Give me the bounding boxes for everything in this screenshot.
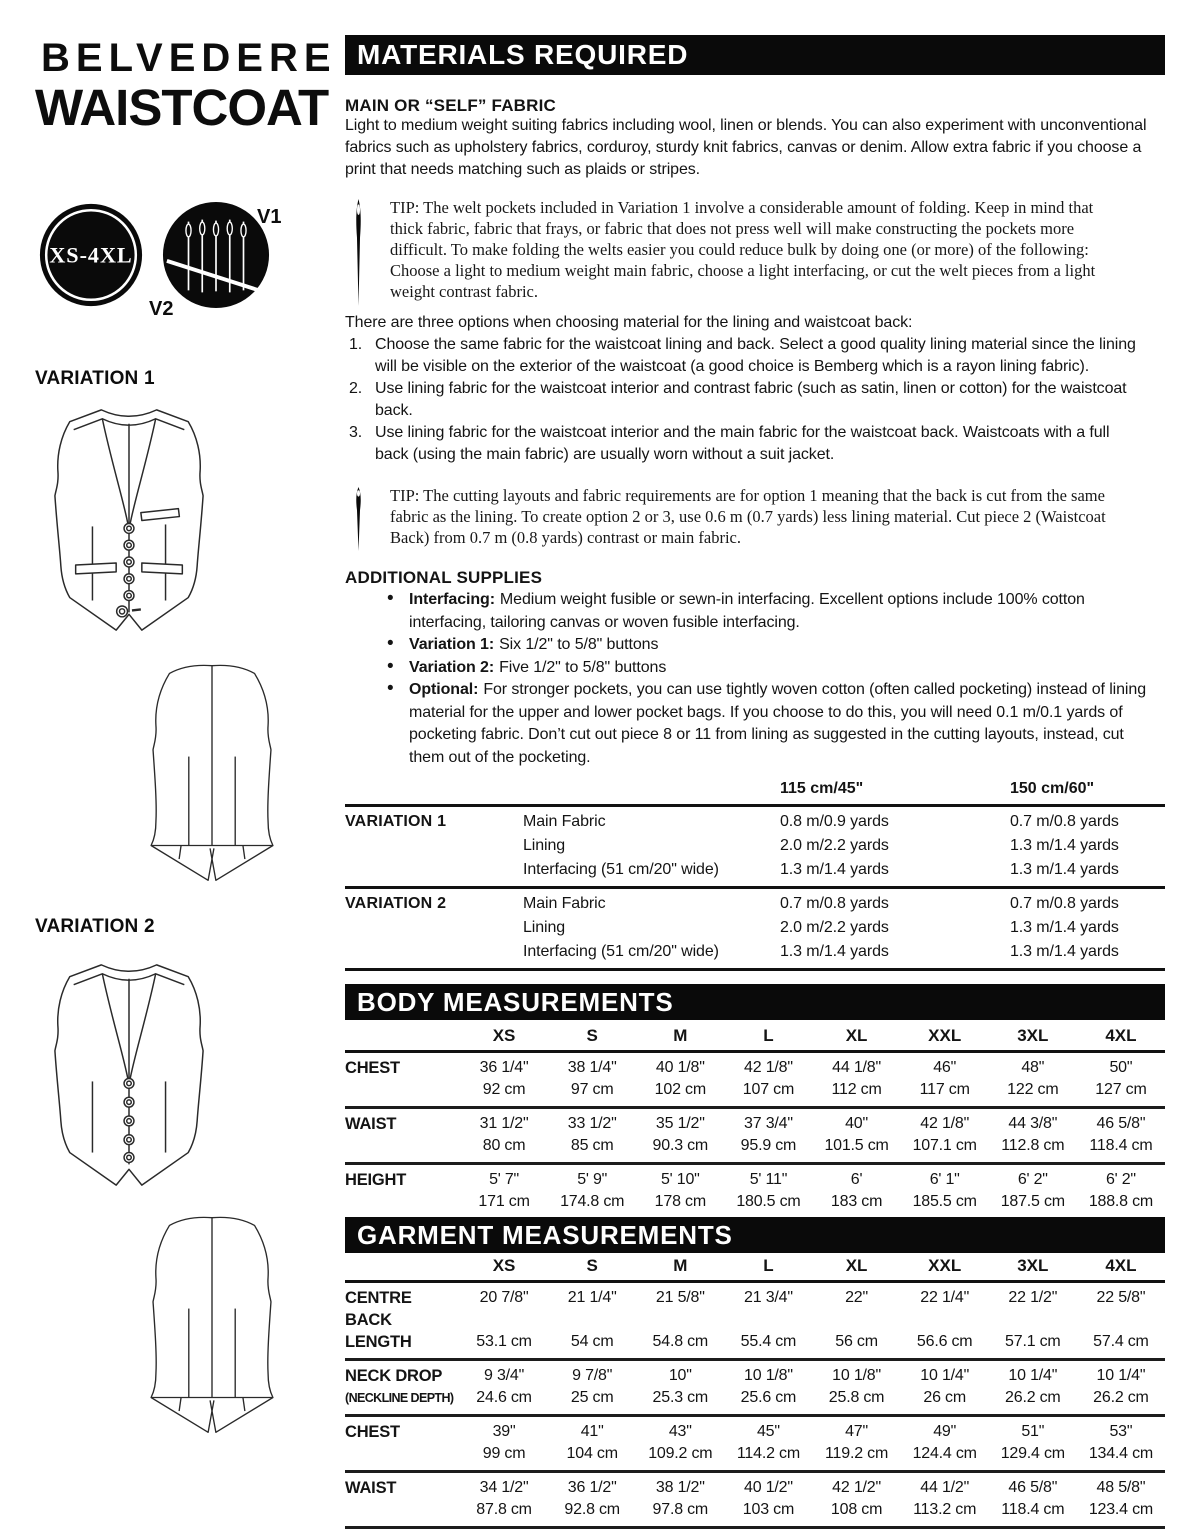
cell-cm: 118.4 cm <box>1089 1137 1153 1154</box>
cell-in: 31 1/2" <box>479 1115 529 1132</box>
width-header-150: 150 cm/60" <box>1010 780 1095 797</box>
item-name: Lining <box>523 837 566 854</box>
cell-cm: 112 cm <box>831 1081 882 1098</box>
cell-in: 46" <box>933 1059 957 1076</box>
width-header-115: 115 cm/45" <box>780 780 864 797</box>
cell-cm: 102 cm <box>654 1081 706 1098</box>
cell-cm: 92.8 cm <box>564 1501 620 1518</box>
main-fabric-text: Light to medium weight suiting fabrics including wool, linen or blends. You can also experiment with unconventional fabrics such as upholstery fabrics, corduroy, sturdy knit fabrics, canvas or denim. Allow extra fabric if you choose a print that needs matching such as plaids or stripes. <box>345 117 1147 178</box>
cell-in: 36 1/4" <box>479 1059 529 1076</box>
size-col: L <box>763 1026 774 1045</box>
cell-in: 42 1/8" <box>920 1115 970 1132</box>
supply-text: For stronger pockets, you can use tightly woven cotton (often called pocketing) instead of lining material for the upper and lower pocket bags. If you choose to do this, you will need 0.1 m/0.1 yards of pocketing fabric. Don’t cut out piece 8 or 11 from lining as suggested in the cutting layouts, instead, cut them out of the pocketing. <box>409 681 1146 766</box>
cell-cm: 127 cm <box>1095 1081 1147 1098</box>
item-150: 1.3 m/1.4 yards <box>1010 837 1119 854</box>
cell-in: 44 1/2" <box>920 1479 970 1496</box>
item-115: 0.7 m/0.8 yards <box>780 895 889 912</box>
cell-cm: 119.2 cm <box>825 1445 889 1462</box>
item-115: 2.0 m/2.2 yards <box>780 837 889 854</box>
variation-label: VARIATION 1 <box>345 813 447 830</box>
cell-cm: 25.8 cm <box>828 1389 885 1406</box>
cell-in: 47" <box>845 1423 868 1440</box>
cell-cm: 90.3 cm <box>652 1137 709 1154</box>
list-item <box>345 378 1145 422</box>
size-range-badge <box>38 202 144 308</box>
size-col: S <box>586 1026 598 1045</box>
lining-options-list <box>345 334 1145 466</box>
cell-in: 43" <box>668 1423 692 1440</box>
cell-in: 21 3/4" <box>744 1289 793 1306</box>
size-col: 4XL <box>1105 1026 1137 1045</box>
cell-in: 40" <box>845 1115 868 1132</box>
cell-in: 42 1/8" <box>744 1059 793 1076</box>
item-115: 1.3 m/1.4 yards <box>780 943 889 960</box>
item-name: Interfacing (51 cm/20" wide) <box>523 943 719 960</box>
size-col: XL <box>845 1256 868 1275</box>
item-name: Interfacing (51 cm/20" wide) <box>523 861 719 878</box>
page-title-line2: WAISTCOAT <box>35 79 329 136</box>
needles-badge <box>161 200 271 310</box>
row-sublabel <box>345 1443 460 1465</box>
size-col: M <box>673 1026 688 1045</box>
cell-in: 40 1/2" <box>744 1479 793 1496</box>
cell-in: 10 1/4" <box>1008 1367 1058 1384</box>
cell-in: 44 3/8" <box>1008 1115 1058 1132</box>
cell-in: 6' 1" <box>929 1171 960 1188</box>
variation2-group <box>345 886 1165 968</box>
table-row-centre-back-length <box>345 1283 1165 1361</box>
row-label: HEIGHT <box>345 1171 407 1189</box>
cell-cm: 92 cm <box>482 1081 526 1098</box>
list-number: 2. <box>349 380 363 397</box>
list-item <box>387 589 1155 634</box>
cell-in: 49" <box>933 1423 957 1440</box>
cell-in: 22 1/2" <box>1008 1289 1058 1306</box>
row-sublabel <box>345 1191 460 1213</box>
v2-badge-label: V2 <box>149 298 174 320</box>
cell-cm: 56.6 cm <box>916 1333 973 1350</box>
cell-cm: 174.8 cm <box>560 1193 625 1210</box>
table-row <box>345 916 1165 940</box>
table-row <box>345 892 1165 916</box>
cell-cm: 95.9 cm <box>740 1137 797 1154</box>
cell-cm: 24.6 cm <box>476 1389 532 1406</box>
body-measurements-table <box>345 1026 1165 1221</box>
table-row <box>345 834 1165 858</box>
cell-in: 21 5/8" <box>655 1289 705 1306</box>
section-header-garment-measurements: GARMENT MEASUREMENTS <box>345 1217 1165 1253</box>
cell-cm: 107.1 cm <box>912 1137 977 1154</box>
supply-text: Five 1/2" to 5/8" buttons <box>499 658 667 676</box>
table-row-chest <box>345 1417 1165 1473</box>
cell-cm: 26 cm <box>923 1389 966 1406</box>
cell-in: 39" <box>492 1423 516 1440</box>
page-title-line1: BELVEDERE <box>41 36 337 80</box>
cell-in: 53" <box>1109 1423 1133 1440</box>
cell-in: 20 7/8" <box>479 1289 529 1306</box>
cell-cm: 108 cm <box>830 1501 883 1518</box>
item-150: 1.3 m/1.4 yards <box>1010 943 1119 960</box>
cell-in: 38 1/2" <box>655 1479 705 1496</box>
cell-in: 44 1/8" <box>832 1059 881 1076</box>
item-name: Main Fabric <box>523 895 606 912</box>
size-header-row <box>345 1256 1165 1283</box>
row-sublabel: LENGTH <box>345 1333 412 1351</box>
cell-in: 34 1/2" <box>479 1479 529 1496</box>
cell-in: 38 1/4" <box>567 1059 617 1076</box>
cell-cm: 113.2 cm <box>913 1501 977 1518</box>
table-row <box>345 810 1165 834</box>
size-col: 3XL <box>1017 1256 1049 1275</box>
cell-in: 21 1/4" <box>567 1289 617 1306</box>
cell-cm: 118.4 cm <box>1001 1501 1065 1518</box>
needle-icon <box>352 199 365 306</box>
variation-1-heading: VARIATION 1 <box>35 368 155 389</box>
cell-cm: 26.2 cm <box>1005 1389 1061 1406</box>
cell-cm: 56 cm <box>835 1333 878 1350</box>
cell-cm: 25.3 cm <box>652 1389 709 1406</box>
cell-in: 5' 7" <box>489 1171 520 1188</box>
variation2-back-illustration <box>125 1208 299 1442</box>
table-row-height <box>345 1165 1165 1221</box>
size-col: S <box>586 1256 598 1275</box>
cell-cm: 112.8 cm <box>1001 1137 1065 1154</box>
table-row <box>345 940 1165 964</box>
item-150: 1.3 m/1.4 yards <box>1010 919 1119 936</box>
row-label: CHEST <box>345 1423 400 1441</box>
cell-in: 10 1/8" <box>744 1367 793 1384</box>
cell-cm: 180.5 cm <box>736 1193 801 1210</box>
cell-in: 48 5/8" <box>1096 1479 1146 1496</box>
list-item <box>387 679 1155 769</box>
cell-in: 50" <box>1109 1059 1133 1076</box>
section-header-materials: MATERIALS REQUIRED <box>345 35 1165 75</box>
list-item <box>345 422 1145 466</box>
cell-in: 48" <box>1021 1059 1045 1076</box>
table-row <box>345 858 1165 882</box>
v1-badge-label: V1 <box>257 206 282 228</box>
size-col: L <box>763 1256 774 1275</box>
variation2-front-illustration <box>40 955 218 1197</box>
cell-cm: 185.5 cm <box>912 1193 977 1210</box>
table-row-neck-drop <box>345 1361 1165 1417</box>
cell-cm: 57.1 cm <box>1005 1333 1061 1350</box>
list-text: Use lining fabric for the waistcoat interior and contrast fabric (such as satin, linen or cotton) for the waistcoat back. <box>375 380 1127 419</box>
cell-in: 37 3/4" <box>744 1115 793 1132</box>
cell-in: 5' 9" <box>577 1171 608 1188</box>
size-col: XXL <box>928 1026 962 1045</box>
cell-cm: 109.2 cm <box>648 1445 713 1462</box>
item-name: Main Fabric <box>523 813 606 830</box>
size-col: XL <box>845 1026 868 1045</box>
supply-text: Six 1/2" to 5/8" buttons <box>499 636 659 653</box>
size-col: XS <box>492 1256 516 1275</box>
cell-cm: 171 cm <box>478 1193 530 1210</box>
cell-in: 5' 11" <box>749 1171 788 1188</box>
lining-options-intro: There are three options when choosing material for the lining and waistcoat back: <box>345 314 913 331</box>
left-column <box>35 30 335 1480</box>
additional-supplies-list <box>387 589 1155 769</box>
tip-welt-pockets <box>345 197 1120 306</box>
tip-cutting-layouts-text: TIP: The cutting layouts and fabric requirements are for option 1 meaning that the back is cut from the same fabric as the lining. To create option 2 or 3, use 0.6 m (0.7 yards) less lining material. Cut piece 2 (Waistcoat Back) from 0.7 m (0.8 yards) contrast or main fabric. <box>390 486 1106 547</box>
main-fabric-heading: MAIN OR “SELF” FABRIC <box>345 96 557 115</box>
row-sublabel <box>345 1499 460 1521</box>
cell-cm: 124.4 cm <box>912 1445 977 1462</box>
row-sublabel: (NECKLINE DEPTH) <box>345 1391 454 1405</box>
cell-cm: 129.4 cm <box>1000 1445 1065 1462</box>
cell-cm: 114.2 cm <box>736 1445 800 1462</box>
section-header-body-measurements: BODY MEASUREMENTS <box>345 984 1165 1020</box>
cell-in: 9 7/8" <box>572 1367 613 1384</box>
cell-in: 9 3/4" <box>484 1367 525 1384</box>
cell-in: 35 1/2" <box>655 1115 705 1132</box>
item-115: 0.8 m/0.9 yards <box>780 813 889 830</box>
cell-in: 41" <box>580 1423 604 1440</box>
cell-in: 5' 10" <box>660 1171 700 1188</box>
row-label: WAIST <box>345 1115 397 1133</box>
cell-cm: 87.8 cm <box>476 1501 532 1518</box>
size-col: M <box>673 1256 688 1275</box>
supply-label: Variation 2: <box>409 658 495 676</box>
list-item <box>345 334 1145 378</box>
supply-label: Optional: <box>409 681 479 698</box>
row-sublabel <box>345 1079 460 1101</box>
list-number: 1. <box>349 336 363 353</box>
table-row-waist <box>345 1109 1165 1165</box>
cell-in: 10" <box>668 1367 692 1384</box>
size-header-row <box>345 1026 1165 1053</box>
variation1-front-illustration <box>40 400 218 642</box>
cell-in: 6' 2" <box>1105 1171 1136 1188</box>
cell-cm: 26.2 cm <box>1093 1389 1149 1406</box>
table-row-chest <box>345 1053 1165 1109</box>
cell-cm: 107 cm <box>742 1081 795 1098</box>
size-col: 4XL <box>1105 1256 1137 1275</box>
cell-cm: 103 cm <box>742 1501 795 1518</box>
list-text: Choose the same fabric for the waistcoat lining and back. Select a good quality lining material since the lining will be visible on the exterior of the waistcoat (a good choice is Bemberg which is a rayon lining fabric). <box>375 336 1136 375</box>
fabric-requirements-table <box>345 777 1165 971</box>
item-150: 1.3 m/1.4 yards <box>1010 861 1119 878</box>
tip-cutting-layouts <box>345 485 1120 551</box>
cell-cm: 122 cm <box>1007 1081 1059 1098</box>
size-col: XXL <box>928 1256 962 1275</box>
cell-cm: 188.8 cm <box>1088 1193 1154 1210</box>
row-label: CHEST <box>345 1059 400 1077</box>
item-150: 0.7 m/0.8 yards <box>1010 813 1119 830</box>
variation-2-heading: VARIATION 2 <box>35 916 155 937</box>
item-name: Lining <box>523 919 566 936</box>
cell-cm: 54.8 cm <box>652 1333 709 1350</box>
cell-cm: 101.5 cm <box>824 1137 889 1154</box>
cell-in: 10 1/4" <box>920 1367 970 1384</box>
tip-welt-pockets-text: TIP: The welt pockets included in Variation 1 involve a considerable amount of folding. Keep in mind that thick fabric, fabric that frays, or fabric that does not press well will make constructing the pockets more difficult. To make folding the welts easier you could reduce bulk by doing one (or more) of the following: Choose a light to medium weight main fabric, choose a light interfacing, or cut the welt pieces from a light weight contrast fabric. <box>390 198 1096 301</box>
list-item <box>387 634 1155 657</box>
cell-cm: 187.5 cm <box>1000 1193 1065 1210</box>
cell-in: 6' <box>850 1171 863 1188</box>
cell-cm: 178 cm <box>654 1193 706 1210</box>
size-col: XS <box>492 1026 516 1045</box>
cell-in: 22" <box>845 1289 868 1306</box>
cell-cm: 57.4 cm <box>1093 1333 1149 1350</box>
cell-in: 10 1/4" <box>1096 1367 1146 1384</box>
cell-cm: 85 cm <box>570 1137 614 1154</box>
supply-text: Medium weight fusible or sewn-in interfacing. Excellent options include 100% cotton interfacing, tailoring canvas or woven fusible interfacing. <box>409 591 1085 631</box>
list-item <box>387 657 1155 680</box>
cell-in: 10 1/8" <box>832 1367 881 1384</box>
row-label: WAIST <box>345 1479 397 1497</box>
cell-cm: 117 cm <box>919 1081 970 1098</box>
cell-in: 40 1/8" <box>655 1059 705 1076</box>
list-number: 3. <box>349 424 363 441</box>
variation1-group <box>345 804 1165 886</box>
garment-measurements-table <box>345 1256 1165 1529</box>
cell-in: 46 5/8" <box>1096 1115 1146 1132</box>
variation1-back-illustration <box>125 656 299 890</box>
item-150: 0.7 m/0.8 yards <box>1010 895 1119 912</box>
item-115: 2.0 m/2.2 yards <box>780 919 889 936</box>
cell-cm: 97 cm <box>570 1081 614 1098</box>
cell-cm: 123.4 cm <box>1088 1501 1154 1518</box>
cell-cm: 99 cm <box>482 1445 526 1462</box>
table-header-row <box>345 777 1165 804</box>
row-label: NECK DROP <box>345 1367 443 1385</box>
cell-cm: 25 cm <box>570 1389 614 1406</box>
cell-in: 22 1/4" <box>920 1289 970 1306</box>
list-text: Use lining fabric for the waistcoat interior and the main fabric for the waistcoat back. Waistcoats with a full back (using the main fabric) are usually worn without a suit jacket. <box>375 424 1110 463</box>
cell-in: 45" <box>756 1423 780 1440</box>
supply-label: Interfacing: <box>409 591 495 608</box>
cell-cm: 25.6 cm <box>740 1389 797 1406</box>
cell-cm: 54 cm <box>570 1333 614 1350</box>
cell-cm: 134.4 cm <box>1088 1445 1154 1462</box>
item-115: 1.3 m/1.4 yards <box>780 861 889 878</box>
cell-cm: 183 cm <box>830 1193 883 1210</box>
size-range-label: XS-4XL <box>49 242 133 268</box>
cell-cm: 55.4 cm <box>740 1333 797 1350</box>
cell-in: 33 1/2" <box>567 1115 617 1132</box>
additional-supplies-heading: ADDITIONAL SUPPLIES <box>345 568 543 587</box>
cell-in: 22 5/8" <box>1096 1289 1146 1306</box>
right-column <box>345 0 1165 1518</box>
cell-cm: 97.8 cm <box>652 1501 709 1518</box>
cell-in: 46 5/8" <box>1008 1479 1058 1496</box>
needle-icon <box>352 487 365 551</box>
table-row-waist <box>345 1473 1165 1529</box>
cell-in: 6' 2" <box>1017 1171 1048 1188</box>
variation-label: VARIATION 2 <box>345 895 447 912</box>
size-col: 3XL <box>1017 1026 1049 1045</box>
supply-label: Variation 1: <box>409 636 495 653</box>
cell-in: 36 1/2" <box>567 1479 617 1496</box>
row-sublabel <box>345 1135 460 1157</box>
cell-cm: 104 cm <box>566 1445 618 1462</box>
cell-cm: 53.1 cm <box>476 1333 532 1350</box>
row-label: CENTRE BACK <box>345 1289 412 1329</box>
cell-in: 51" <box>1021 1423 1045 1440</box>
cell-cm: 80 cm <box>482 1137 526 1154</box>
cell-in: 42 1/2" <box>832 1479 881 1496</box>
